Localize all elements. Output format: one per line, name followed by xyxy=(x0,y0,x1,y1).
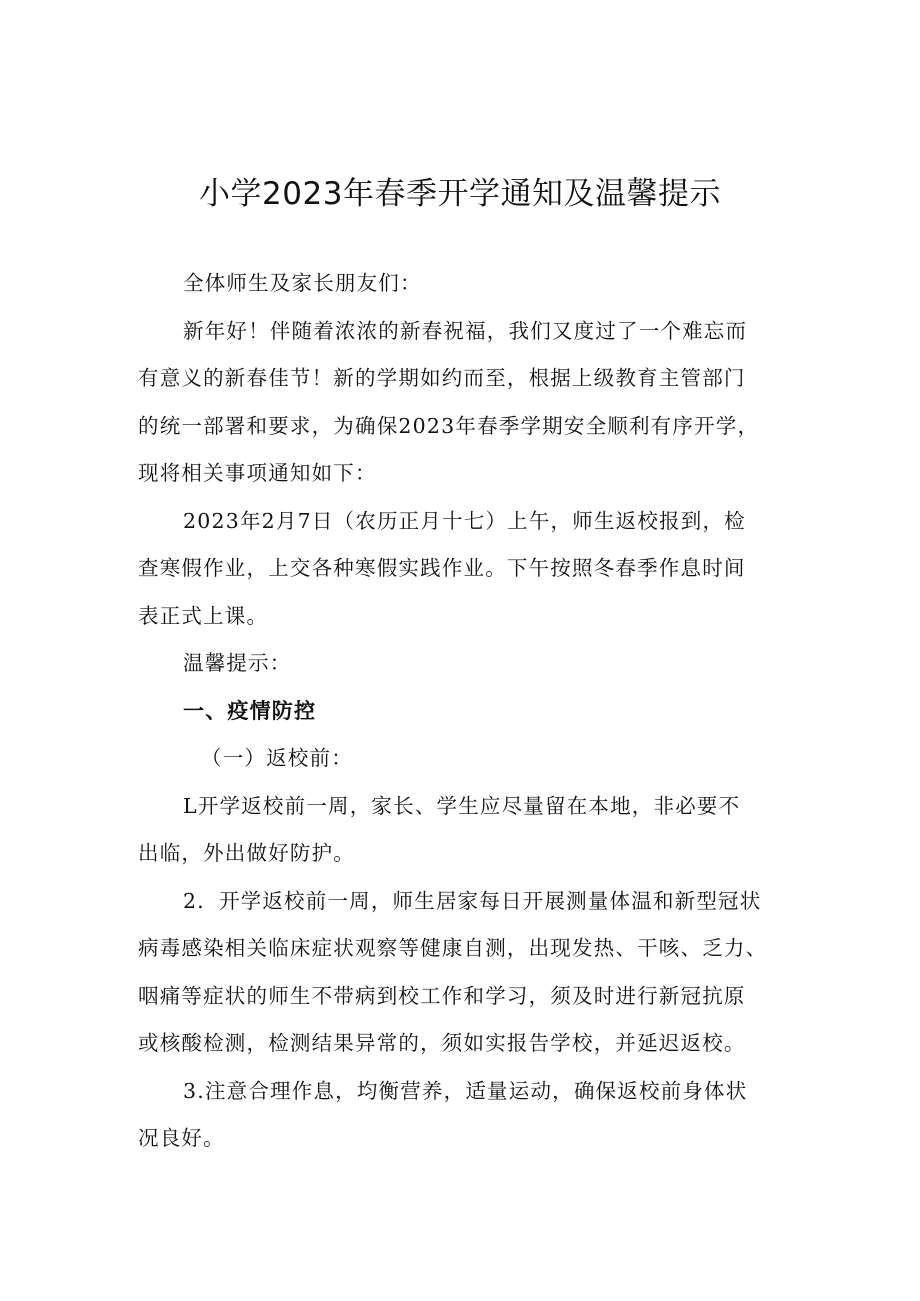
list-item-line: 3.注意合理作息，均衡营养，适量运动，确保返校前身体状 xyxy=(183,1078,748,1103)
paragraph-line: 2023年2月7日（农历正月十七）上午，师生返校报到，检 xyxy=(183,508,746,533)
document-title: 小学2023年春季开学通知及温馨提示 xyxy=(199,176,721,212)
list-item-line: 2．开学返校前一周，师生居家每日开展测量体温和新型冠状 xyxy=(183,888,762,913)
tips-heading: 温馨提示： xyxy=(183,651,292,675)
list-item-line: 况良好。 xyxy=(138,1126,225,1150)
paragraph-line: 的统一部署和要求，为确保2023年春季学期安全顺利有序开学， xyxy=(138,413,760,438)
paragraph-line: 表正式上课。 xyxy=(138,603,269,628)
paragraph-line: 有意义的新春佳节！新的学期如约而至，根据上级教育主管部门 xyxy=(138,366,746,390)
list-item-line: 病毒感染相关临床症状观察等健康自测，出现发热、干咳、乏力、 xyxy=(138,936,768,960)
subsection-heading: （一）返校前： xyxy=(201,746,353,770)
list-item-line: L开学返校前一周，家长、学生应尽量留在本地，非必要不 xyxy=(183,793,741,818)
list-item-line: 或核酸检测，检测结果异常的，须如实报告学校，并延迟返校。 xyxy=(138,1031,746,1055)
list-item-line: 出临，外出做好防护。 xyxy=(138,841,355,865)
paragraph-line: 新年好！伴随着浓浓的新春祝福，我们又度过了一个难忘而 xyxy=(183,318,748,343)
section-heading: 一、疫情防控 xyxy=(183,698,317,723)
paragraph-line: 现将相关事项通知如下： xyxy=(138,461,377,485)
document-body xyxy=(138,260,806,1163)
list-item-line: 咽痛等症状的师生不带病到校工作和学习，须及时进行新冠抗原 xyxy=(138,983,746,1008)
paragraph-line: 查寒假作业，上交各种寒假实践作业。下午按照冬春季作息时间 xyxy=(138,556,746,580)
salutation-line: 全体师生及家长朋友们： xyxy=(183,271,422,295)
